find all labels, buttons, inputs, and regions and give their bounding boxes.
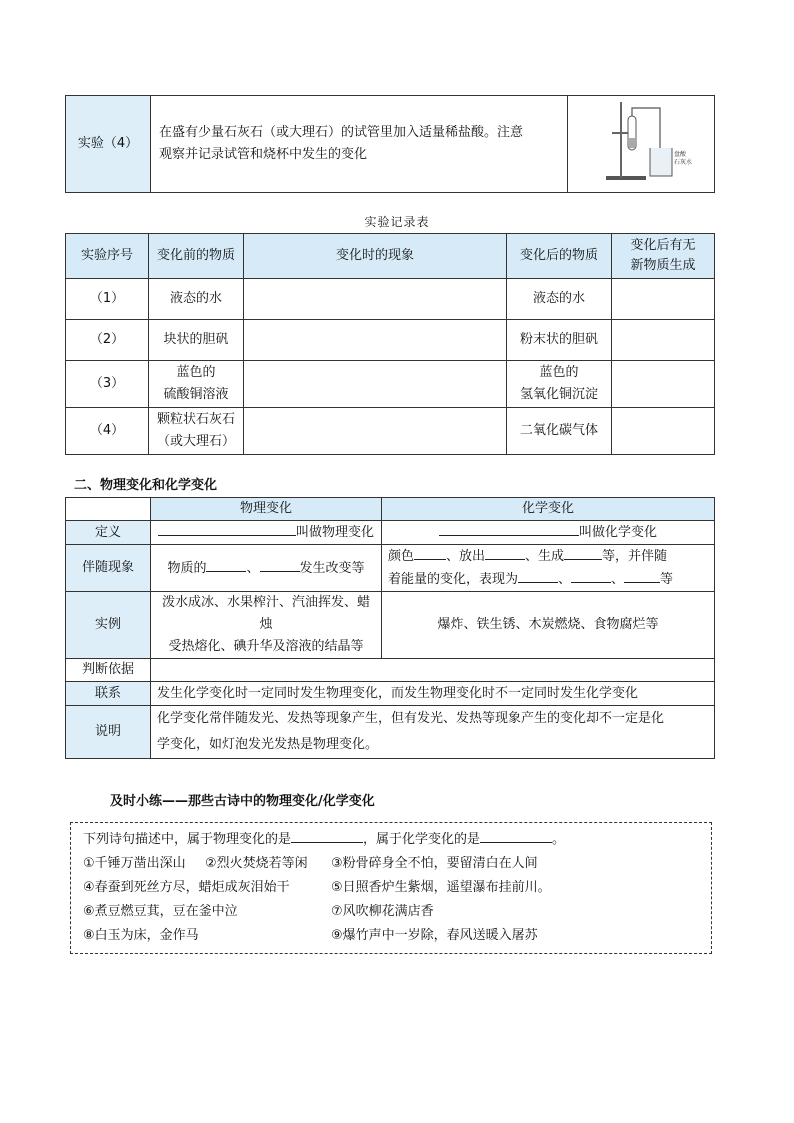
practice-question xyxy=(83,828,711,852)
poem-row xyxy=(83,900,711,924)
text: 、放出 xyxy=(446,549,486,564)
phenomena-label: 伴随现象 xyxy=(66,545,151,592)
text: 、 xyxy=(246,560,260,576)
text: 下列诗句描述中，属于物理变化的是 xyxy=(83,832,292,847)
definition-chemical-text: 叫做化学变化 xyxy=(578,525,657,540)
text: 着能量的变化，表现为 xyxy=(388,572,519,587)
poem-item: ②烈火焚烧若等闲 xyxy=(205,856,308,871)
after-substance: 液态的水 xyxy=(507,279,612,320)
blank-line xyxy=(260,557,300,572)
poem-item: ④春蚕到死丝方尽，蜡炬成灰泪始干 xyxy=(83,880,290,895)
text: 发生改变等 xyxy=(299,560,365,576)
poem-row xyxy=(83,924,711,948)
before-line: 蓝色的 xyxy=(176,365,216,380)
relation-label: 联系 xyxy=(66,682,151,706)
basis-label: 判断依据 xyxy=(66,659,151,682)
blank-line xyxy=(158,521,296,536)
poem-item: ⑦风吹柳花满店香 xyxy=(331,904,434,919)
blank-line xyxy=(518,568,558,583)
definition-physical xyxy=(151,521,382,545)
blank-line xyxy=(624,568,660,583)
phenomenon-cell xyxy=(244,320,507,361)
text: 物质的 xyxy=(167,560,207,576)
experiment-4-label: 实验（4） xyxy=(66,96,151,193)
after-substance: 二氧化碳气体 xyxy=(507,408,612,455)
phenomenon-cell xyxy=(244,361,507,408)
row-number: （2） xyxy=(66,320,149,361)
after-substance xyxy=(507,361,612,408)
phenomena-chemical xyxy=(382,545,715,592)
poem-item: ⑤日照香炉生紫烟，遥望瀑布挂前川。 xyxy=(331,880,551,895)
before-substance: 液态的水 xyxy=(149,279,244,320)
header-line: 变化后有无 xyxy=(630,238,696,253)
before-substance: 块状的胆矾 xyxy=(149,320,244,361)
poem-item: ③粉骨碎身全不怕，要留清白在人间 xyxy=(331,856,538,871)
note-text xyxy=(151,706,715,759)
after-substance: 粉末状的胆矾 xyxy=(507,320,612,361)
experiment-4-desc-line: 观察并记录试管和烧杯中发生的变化 xyxy=(159,147,368,162)
header-line: 新物质生成 xyxy=(630,258,696,273)
blank-line xyxy=(571,568,611,583)
text: 等，并伴随 xyxy=(602,549,668,564)
before-line: 颗粒状石灰石 xyxy=(156,412,235,427)
header-cell: 变化前的物质 xyxy=(149,234,244,279)
text: 化学变化常伴随发光、发热等现象产生，但有发光、发热等现象产生的变化却不一定是化 xyxy=(157,711,665,726)
new-substance-cell xyxy=(612,361,715,408)
poem-item: ⑧白玉为床，金作马 xyxy=(83,928,199,943)
table-row xyxy=(66,408,715,455)
definition-label: 定义 xyxy=(66,521,151,545)
row-number: （3） xyxy=(66,361,149,408)
table-row xyxy=(66,320,715,361)
blank-line xyxy=(206,557,246,572)
text: 泼水成冰、水果榨汁、汽油挥发、蜡烛 xyxy=(161,595,370,632)
apparatus-illustration xyxy=(568,96,714,184)
text: 等 xyxy=(660,572,674,587)
figure-label-acid: 盘酸 xyxy=(674,151,687,158)
text: 、 xyxy=(558,572,572,587)
after-line: 蓝色的 xyxy=(539,365,579,380)
new-substance-cell xyxy=(612,279,715,320)
apparatus-figure xyxy=(568,96,715,193)
poem-item: ①千锤万凿出深山 xyxy=(83,856,186,871)
row-number: （4） xyxy=(66,408,149,455)
note-label: 说明 xyxy=(66,706,151,759)
experiment-4-table xyxy=(65,95,715,193)
header-cell: 变化时的现象 xyxy=(244,234,507,279)
before-line: 硫酸铜溶液 xyxy=(163,387,229,402)
text: 学变化，如灯泡发光发热是物理变化。 xyxy=(157,737,379,752)
text: 颜色 xyxy=(388,549,415,564)
relation-text: 发生化学变化时一定同时发生物理变化，而发生物理变化时不一定同时发生化学变化 xyxy=(151,682,715,706)
example-physical xyxy=(151,592,382,659)
before-substance xyxy=(149,408,244,455)
new-substance-cell xyxy=(612,408,715,455)
header-cell xyxy=(612,234,715,279)
practice-box xyxy=(70,822,712,954)
table-row xyxy=(66,279,715,320)
phenomenon-cell xyxy=(244,279,507,320)
definition-physical-text: 叫做物理变化 xyxy=(295,525,374,540)
poem-row xyxy=(83,852,711,876)
phenomenon-cell xyxy=(244,408,507,455)
blank-line xyxy=(439,521,579,536)
example-label: 实例 xyxy=(66,592,151,659)
example-chemical: 爆炸、铁生锈、木炭燃烧、食物腐烂等 xyxy=(382,592,715,659)
experiment-record-table xyxy=(65,233,715,455)
before-substance xyxy=(149,361,244,408)
poem-row xyxy=(83,876,711,900)
record-table-title: 实验记录表 xyxy=(364,215,430,229)
section-2-title: 二、物理变化和化学变化 xyxy=(74,478,218,493)
experiment-4-desc-line: 在盛有少量石灰石（或大理石）的试管里加入适量稀盐酸。注意 xyxy=(159,125,524,140)
header-cell: 变化后的物质 xyxy=(507,234,612,279)
figure-label-limewater: 石灰水 xyxy=(674,159,693,166)
text: 受热熔化、碘升华及溶液的结晶等 xyxy=(168,639,364,654)
poem-item: ⑨爆竹声中一岁除，春风送暖入屠苏 xyxy=(331,928,538,943)
row-number: （1） xyxy=(66,279,149,320)
corner-cell xyxy=(66,498,151,521)
header-cell: 实验序号 xyxy=(66,234,149,279)
phenomena-physical xyxy=(151,545,382,592)
text: 、生成 xyxy=(525,549,565,564)
blank-line xyxy=(485,545,525,560)
header-chemical: 化学变化 xyxy=(382,498,715,521)
practice-title: 及时小练——那些古诗中的物理变化/化学变化 xyxy=(110,794,375,809)
physical-chemical-comparison-table xyxy=(65,497,715,759)
text: 、 xyxy=(611,572,625,587)
answer-blank-physical[interactable] xyxy=(291,828,363,843)
answer-blank-chemical[interactable] xyxy=(480,828,552,843)
basis-cell xyxy=(151,659,715,682)
header-physical: 物理变化 xyxy=(151,498,382,521)
after-line: 氢氧化铜沉淀 xyxy=(519,387,598,402)
new-substance-cell xyxy=(612,320,715,361)
text: 。 xyxy=(552,832,566,847)
text: ，属于化学变化的是 xyxy=(363,832,481,847)
blank-line xyxy=(414,545,446,560)
blank-line xyxy=(564,545,602,560)
experiment-4-description xyxy=(151,96,568,193)
definition-chemical xyxy=(382,521,715,545)
table-row xyxy=(66,361,715,408)
before-line: （或大理石） xyxy=(156,434,235,449)
poem-item: ⑥煮豆燃豆萁，豆在釜中泣 xyxy=(83,904,238,919)
